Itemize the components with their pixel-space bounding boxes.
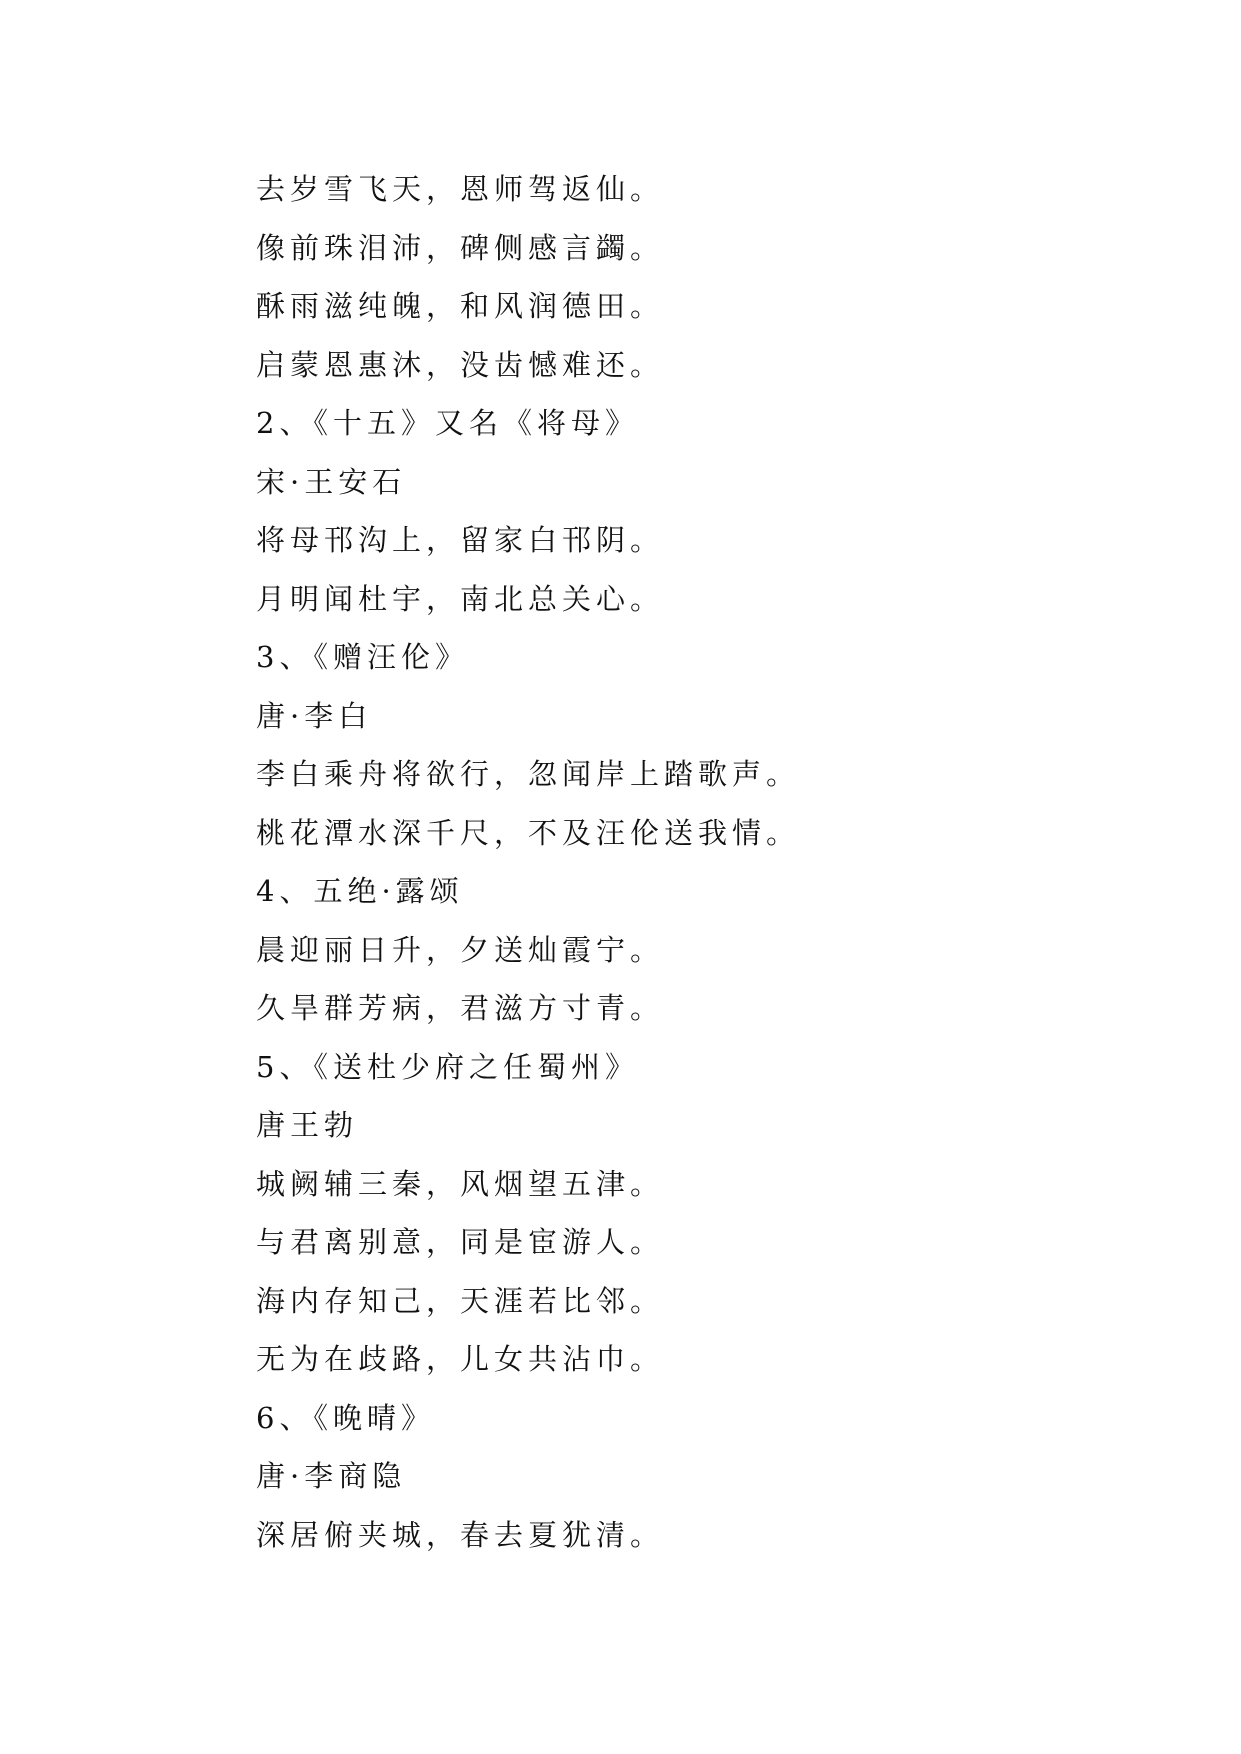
poem-title: 2、《十五》又名《将母》 — [256, 406, 639, 440]
poem-line: 去岁雪飞天，恩师驾返仙。 — [256, 172, 665, 206]
poem-author: 唐·李商隐 — [256, 1459, 407, 1493]
poem-line: 久旱群芳病，君滋方寸青。 — [256, 991, 665, 1025]
poem-line: 将母邗沟上，留家白邗阴。 — [256, 523, 665, 557]
poem-title: 5、《送杜少府之任蜀州》 — [256, 1049, 639, 1084]
poem-line: 晨迎丽日升，夕送灿霞宁。 — [256, 932, 665, 967]
poem-line: 启蒙恩惠沐，没齿憾难还。 — [256, 347, 665, 382]
poem-title: 4、五绝·露颂 — [256, 874, 464, 908]
poem-text-block — [256, 160, 1156, 1564]
poem-line: 李白乘舟将欲行，忽闻岸上踏歌声。 — [256, 757, 801, 791]
poem-line: 无为在歧路，儿女共沾巾。 — [256, 1342, 665, 1376]
poem-line: 海内存知己，天涯若比邻。 — [256, 1283, 665, 1318]
poem-line: 城阙辅三秦，风烟望五津。 — [256, 1166, 665, 1201]
poem-line: 酥雨滋纯魄，和风润德田。 — [256, 289, 665, 323]
poem-line: 像前珠泪沛，碑侧感言蠲。 — [256, 230, 665, 265]
poem-title: 6、《晚晴》 — [256, 1400, 435, 1435]
poem-title: 3、《赠汪伦》 — [256, 640, 469, 674]
poem-author: 唐王勃 — [256, 1108, 359, 1142]
poem-author: 唐·李白 — [256, 698, 373, 733]
poem-line: 桃花潭水深千尺，不及汪伦送我情。 — [256, 815, 801, 850]
poem-line: 月明闻杜宇，南北总关心。 — [256, 581, 665, 616]
poem-line: 与君离别意，同是宦游人。 — [256, 1225, 665, 1259]
poem-line: 深居俯夹城，春去夏犹清。 — [256, 1517, 665, 1552]
poem-author: 宋·王安石 — [256, 464, 407, 499]
